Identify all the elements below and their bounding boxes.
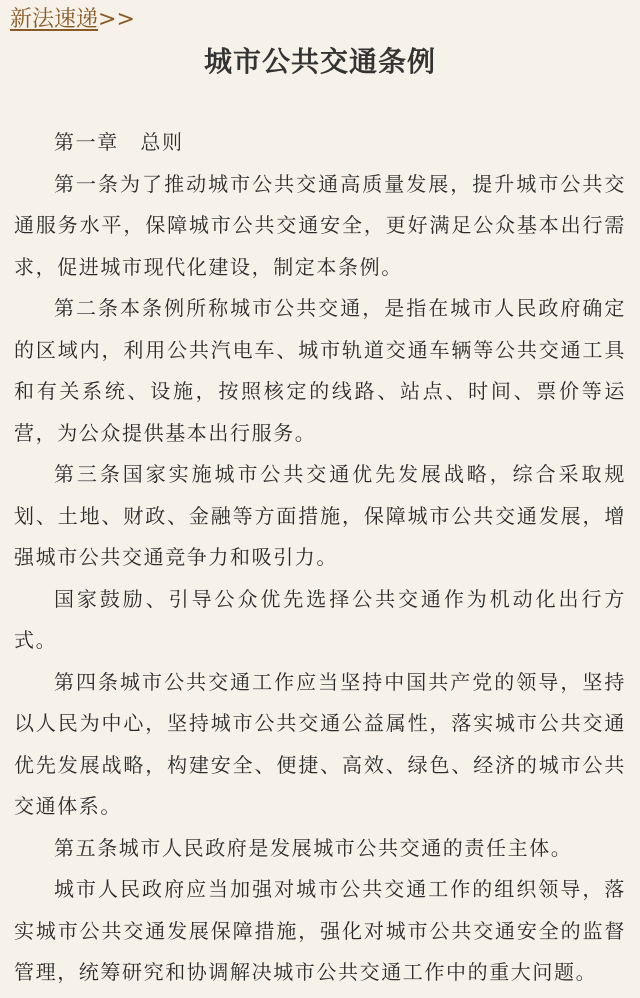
article-1-paragraph: 第一条为了推动城市公共交通高质量发展，提升城市公共交通服务水平，保障城市公共交通安全，更好满足公众基本出行需求，促进城市现代化建设，制定本条例。 <box>14 171 626 279</box>
section-link-new-law-express[interactable] <box>10 4 135 36</box>
section-link-label[interactable]: 新法速递 <box>10 7 99 32</box>
article-3-paragraph: 第三条国家实施城市公共交通优先发展战略，综合采取规划、土地、财政、金融等方面措施，保障城市公共交通发展，增强城市公共交通竞争力和吸引力。 <box>14 462 626 569</box>
chapter-heading: 第一章 总则 <box>54 130 184 154</box>
page-title: 城市公共交通条例 <box>203 45 436 78</box>
article-5-second-paragraph: 城市人民政府应当加强对城市公共交通工作的组织领导，落实城市公共交通发展保障措施，强化对城市公共交通安全的监督管理，统筹研究和协调解决城市公共交通工作中的重大问题。 <box>14 877 626 984</box>
article-body <box>14 122 626 994</box>
double-chevron-right-icon: >> <box>98 7 135 32</box>
article-5-paragraph: 第五条城市人民政府是发展城市公共交通的责任主体。 <box>54 835 573 860</box>
article-4-paragraph: 第四条城市公共交通工作应当坚持中国共产党的领导，坚持以人民为中心，坚持城市公共交通公益属性，落实城市公共交通优先发展战略，构建安全、便捷、高效、绿色、经济的城市公共交通体系。 <box>14 669 626 818</box>
article-3-second-paragraph: 国家鼓励、引导公众优先选择公共交通作为机动化出行方式。 <box>14 586 626 652</box>
article-2-paragraph: 第二条本条例所称城市公共交通，是指在城市人民政府确定的区域内，利用公共汽电车、城市轨道交通车辆等公共交通工具和有关系统、设施，按照核定的线路、站点、时间、票价等运营，为公众提供基本出行服务。 <box>14 296 626 445</box>
